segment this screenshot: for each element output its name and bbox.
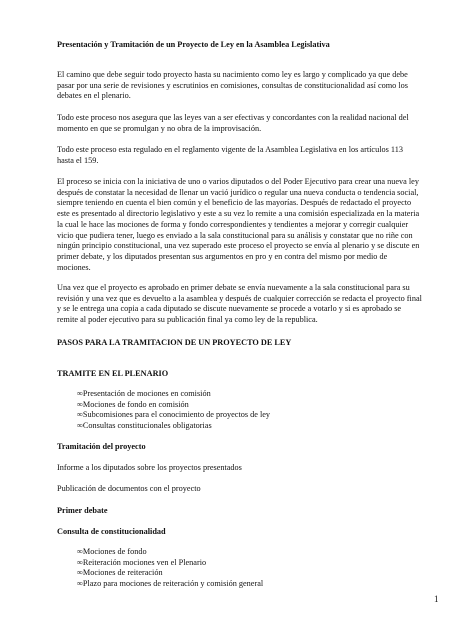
list-item: ∞Mociones de fondo en comisión <box>77 399 189 409</box>
section-heading-consulta: Consulta de constitucionalidad <box>57 527 166 536</box>
paragraph-assurance: Todo este proceso nos asegura que las leyes van a ser efectivas y concordantes con la realidad nacional del momento en que se promulgan y no obra de la improvisación. <box>57 113 409 133</box>
list-item: ∞Subcomisiones para el conocimiento de proyectos de ley <box>77 410 271 420</box>
paragraph-publicacion: Publicación de documentos con el proyecto <box>57 484 201 493</box>
paragraph-informe: Informe a los diputados sobre los proyectos presentados <box>57 463 242 472</box>
document-title: Presentación y Tramitación de un Proyecto de Ley en la Asamblea Legislativa <box>57 40 330 49</box>
section-heading-tramite: TRAMITE EN EL PLENARIO <box>57 369 169 378</box>
paragraph-approval: Una vez que el proyecto es aprobado en primer debate se envía nuevamente a la sala constitucional para su revisión y una vez que es devuelto a la asamblea y después de cualquier corrección se redacta el proyecto final y se le entrega una copia a cada diputado se discute nuevamente se procede a votarlo y si es aprobado se remite al poder ejecutivo para su publicación final ya como ley de la republica. <box>57 283 422 325</box>
section-heading-pasos: PASOS PARA LA TRAMITACION DE UN PROYECTO DE LEY <box>57 338 292 347</box>
section-heading-tramitacion: Tramitación del proyecto <box>57 442 146 451</box>
list-item: ∞Mociones de reiteración <box>77 568 163 578</box>
paragraph-regulation: Todo este proceso esta regulado en el reglamento vigente de la Asamblea Legislativa en los artículos 113 hasta el 159. <box>57 145 403 165</box>
paragraph-process: El proceso se inicia con la iniciativa de uno o varios diputados o del Poder Ejecutivo para crear una nueva ley después de constatar la necesidad de llenar un vació jurídico o regular una nueva conducta o tendencia social, siempre teniendo en cuenta el bien común y el beneficio de las mayorías. Después de redactado el proyecto este es presentado al directorio legislativo y este a su vez lo remite a una comisión especializada en la materia la cual le hace las mociones de forma y fondo correspondientes y tendientes a mejorar y corregir cualquier vicio que pudiera tener, luego es enviado a la sala constitucional para su análisis y constatar que no riñe con ningún principio constitucional, una vez superado este proceso el proyecto se envía al plenario y se discute en primer debate, y los diputados presentan sus argumentos en pro y en contra del mismo por medio de mociones. <box>57 177 420 272</box>
page-number: 1 <box>434 594 439 604</box>
paragraph-intro: El camino que debe seguir todo proyecto hasta su nacimiento como ley es largo y complicado ya que debe pasar por una serie de revisiones y escrutinios en comisiones, consultas de constitucionalidad así como los debates en el plenario. <box>57 70 408 101</box>
list-item: ∞Reiteración mociones ven el Plenario <box>77 557 207 567</box>
section-heading-primer-debate: Primer debate <box>57 506 108 515</box>
list-item: ∞Mociones de fondo <box>77 547 147 556</box>
list-item: ∞Consultas constitucionales obligatorias <box>77 421 212 431</box>
list-item: ∞Presentación de mociones en comisión <box>77 389 211 398</box>
list-item: ∞Plazo para mociones de reiteración y comisión general <box>77 579 264 589</box>
